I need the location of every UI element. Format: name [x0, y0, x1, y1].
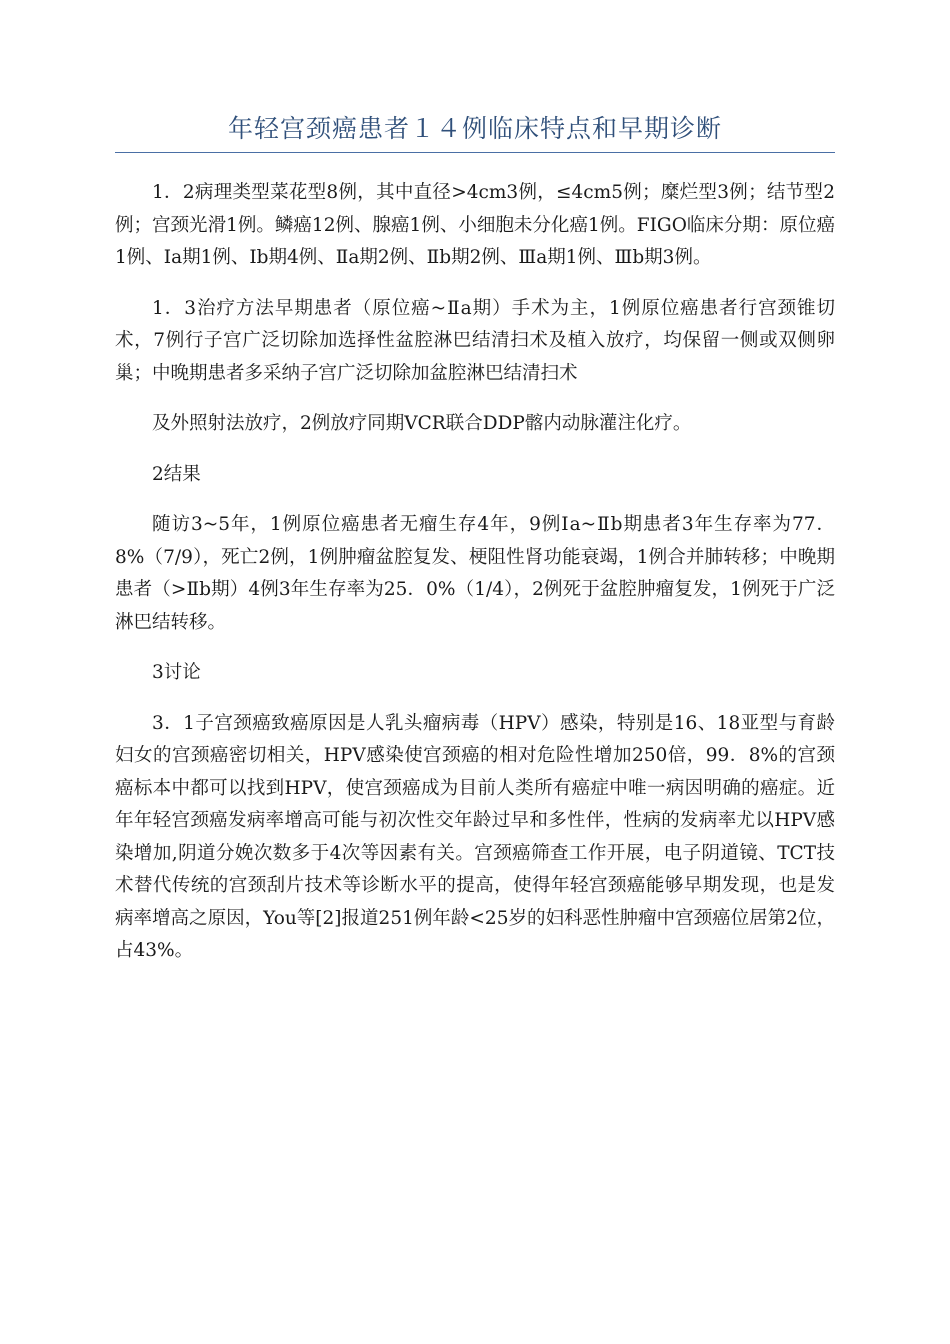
- paragraph-treatment: 1．3治疗方法早期患者（原位癌~Ⅱa期）手术为主，1例原位癌患者行宫颈锥切术，7例行子宫广泛切除加选择性盆腔淋巴结清扫术及植入放疗，均保留一侧或双侧卵巢；中晚期患者多采纳子宫广泛切除加盆腔淋巴结清扫术: [115, 297, 835, 384]
- document-title: 年轻宫颈癌患者１４例临床特点和早期诊断: [227, 114, 722, 143]
- document-page: [115, 112, 835, 986]
- paragraph-pathology: 1．2病理类型菜花型8例，其中直径>4cm3例，≤4cm5例；糜烂型3例；结节型2例；宫颈光滑1例。鳞癌12例、腺癌1例、小细胞未分化癌1例。FIGO临床分期：原位癌1例、Ⅰa期1例、Ⅰb期4例、Ⅱa期2例、Ⅱb期2例、Ⅲa期1例、Ⅲb期3例。: [115, 182, 835, 268]
- section-heading-results: 2结果: [152, 463, 201, 485]
- paragraph-treatment-continued: 及外照射法放疗，2例放疗同期VCR联合DDP髂内动脉灌注化疗。: [152, 413, 692, 434]
- paragraph-discussion: 3．1子宫颈癌致癌原因是人乳头瘤病毒（HPV）感染，特别是16、18亚型与育龄妇女的宫颈癌密切相关，HPV感染使宫颈癌的相对危险性增加250倍，99．8%的宫颈癌标本中都可以找到HPV，使宫颈癌成为目前人类所有癌症中唯一病因明确的癌症。近年年轻宫颈癌发病率增高可能与初次性交年龄过早和多性伴，性病的发病率尤以HPV感染增加,阴道分娩次数多于4次等因素有关。宫颈癌筛查工作开展，电子阴道镜、TCT技术替代传统的宫颈刮片技术等诊断水平的提高，使得年轻宫颈癌能够早期发现，也是发病率增高之原因，You等[2]报道251例年龄<25岁的妇科恶性肿瘤中宫颈癌位居第2位，占43%。: [115, 712, 835, 961]
- title-divider: [115, 152, 835, 153]
- section-heading-discussion: 3讨论: [152, 662, 201, 683]
- paragraph-results: 随访3~5年，1例原位癌患者无瘤生存4年，9例Ⅰa~Ⅱb期患者3年生存率为77．8%（7/9），死亡2例，1例肿瘤盆腔复发、梗阻性肾功能衰竭，1例合并肺转移；中晚期患者（>Ⅱb期）4例3年生存率为25．0%（1/4），2例死于盆腔肿瘤复发，1例死于广泛淋巴结转移。: [115, 514, 835, 633]
